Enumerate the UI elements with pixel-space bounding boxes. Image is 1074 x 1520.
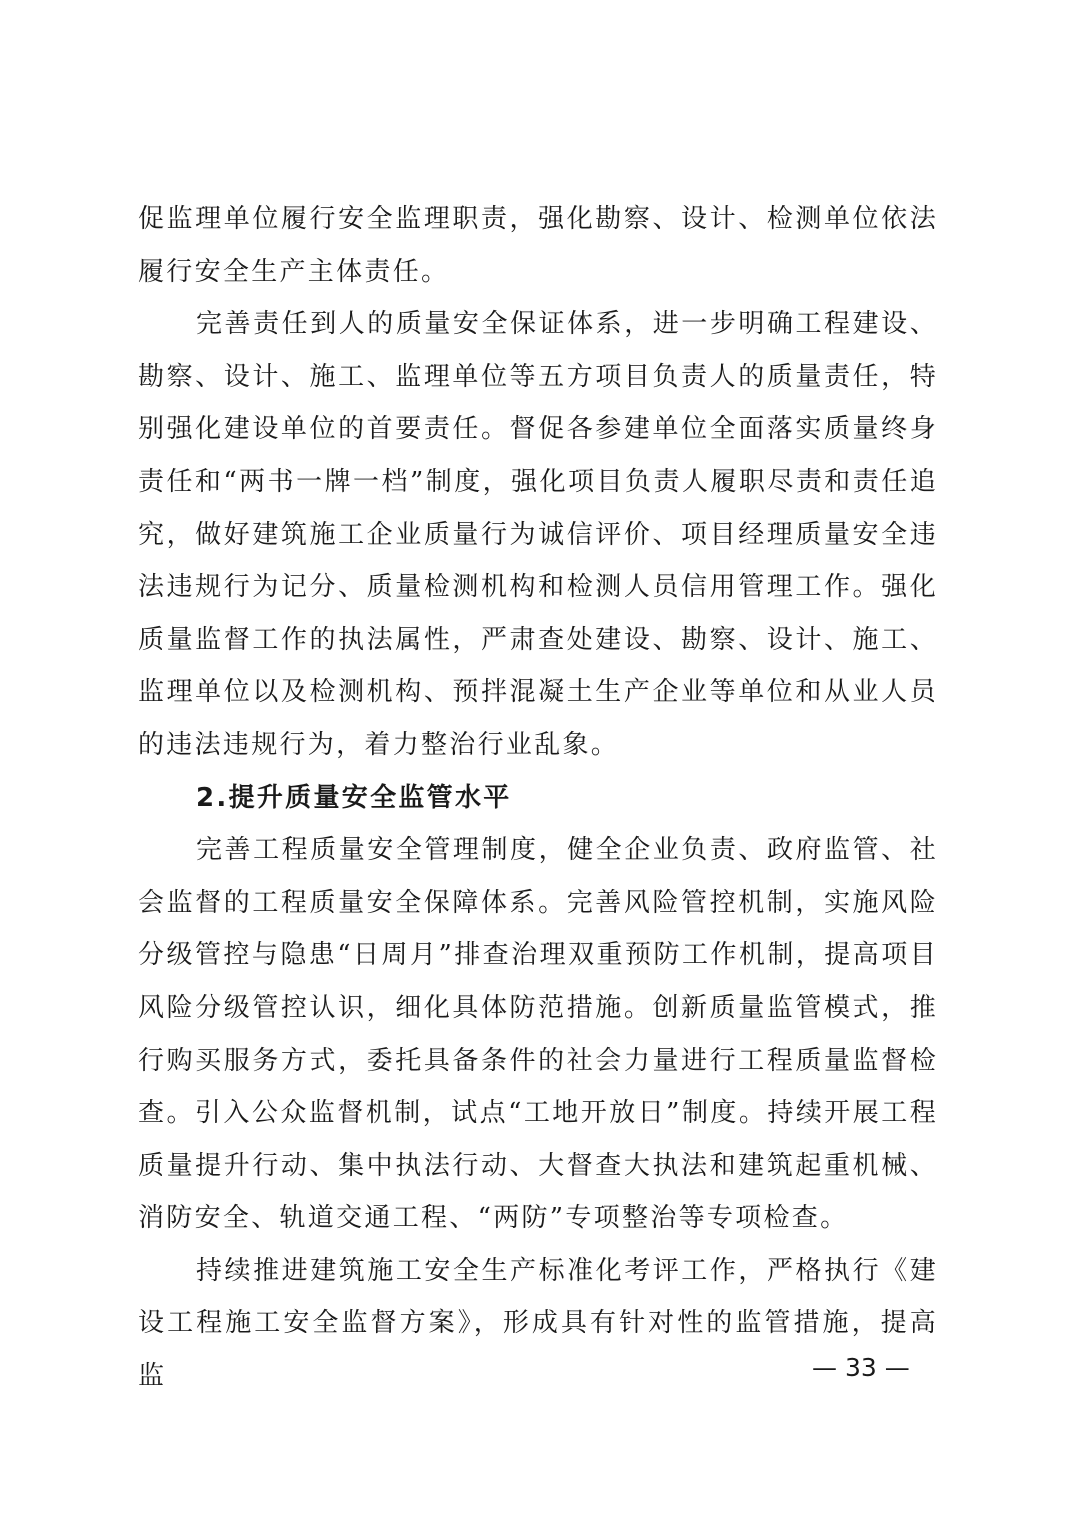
document-body — [138, 193, 938, 1403]
paragraph-standardization: 持续推进建筑施工安全生产标准化考评工作，严格执行《建设工程施工安全监督方案》，形成具有针对性的监管措施，提高监 — [138, 1255, 938, 1392]
paragraph-management-system: 完善工程质量安全管理制度，健全企业负责、政府监管、社会监督的工程质量安全保障体系。完善风险管控机制，实施风险分级管控与隐患“日周月”排查治理双重预防工作机制，提高项目风险分级管控认识，细化具体防范措施。创新质量监管模式，推行购买服务方式，委托具备条件的社会力量进行工程质量监督检查。引入公众监督机制，试点“工地开放日”制度。持续开展工程质量提升行动、集中执法行动、大督查大执法和建筑起重机械、消防安全、轨道交通工程、“两防”专项整治等专项检查。 — [138, 835, 938, 1234]
paragraph-continuation: 促监理单位履行安全监理职责，强化勘察、设计、检测单位依法履行安全生产主体责任。 — [138, 204, 938, 287]
paragraph-responsibility-system: 完善责任到人的质量安全保证体系，进一步明确工程建设、勘察、设计、施工、监理单位等五方项目负责人的质量责任，特别强化建设单位的首要责任。督促各参建单位全面落实质量终身责任和“两书一牌一档”制度，强化项目负责人履职尽责和责任追究，做好建筑施工企业质量行为诚信评价、项目经理质量安全违法违规行为记分、质量检测机构和检测人员信用管理工作。强化质量监督工作的执法属性，严肃查处建设、勘察、设计、施工、监理单位以及检测机构、预拌混凝土生产企业等单位和从业人员的违法违规行为，着力整治行业乱象。 — [138, 309, 938, 760]
page-number: — 33 — — [812, 1353, 910, 1382]
section-heading: 2.提升质量安全监管水平 — [196, 782, 512, 813]
